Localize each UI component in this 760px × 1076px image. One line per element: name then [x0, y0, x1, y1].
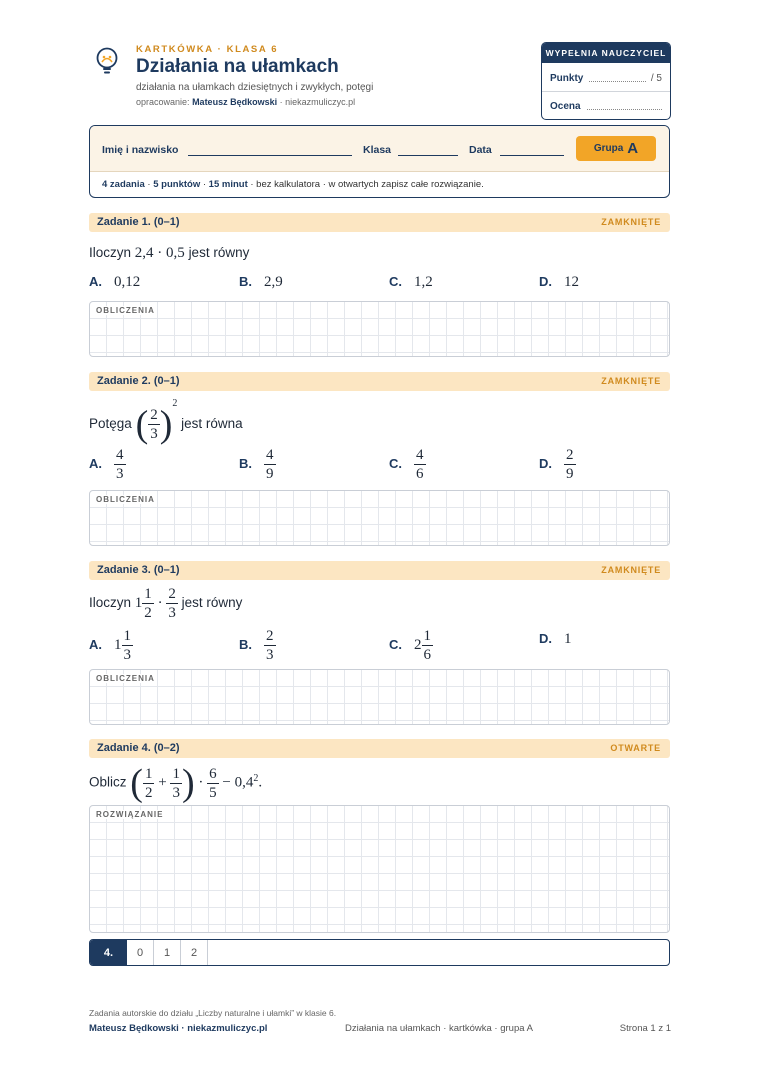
points-row [542, 63, 670, 91]
score-option-0[interactable]: 0 [127, 940, 154, 965]
task-3-work-area[interactable] [89, 669, 670, 725]
worksheet-eyebrow: KARTKÓWKA · KLASA 6 [136, 44, 279, 55]
task-3-work-label: OBLICZENIA [96, 674, 155, 683]
task-2-work-area[interactable] [89, 490, 670, 546]
task-4-frac-a: $\frac{1}{2}$ [144, 765, 153, 801]
task-3-option-c[interactable]: C. 2 $\frac{1}{6}$ [389, 628, 431, 663]
footer-author: Mateusz Będkowski · niekazmuliczyc.pl [89, 1023, 268, 1034]
option-fraction: $\frac{4}{9}$ [266, 447, 274, 482]
task-2-question: Potęga ( $\frac{2}{3}$ )$^2$ jest równa [89, 398, 243, 446]
task-1-work-area[interactable] [89, 301, 670, 357]
name-label: Imię i nazwisko [102, 144, 179, 156]
task-3-option-b[interactable]: B. $\frac{2}{3}$ [239, 628, 274, 663]
score-task-number: 4. [90, 940, 127, 965]
option-fraction: $\frac{1}{3}$ [123, 628, 131, 663]
task-2-exponent: 2 [172, 398, 178, 409]
task-1-question-math: 2,4 · 0,5 [134, 245, 185, 261]
task-4-header [89, 739, 670, 758]
info-tasks: 4 zadania [102, 179, 145, 190]
author-prefix: opracowanie: [136, 97, 190, 107]
info-time: 15 minut [208, 179, 248, 190]
option-value: 2,9 [264, 274, 283, 290]
task-4-type: OTWARTE [610, 743, 661, 753]
footer-note: Zadania autorskie do działu „Liczby naturalne i ułamki” w klasie 6. [89, 1008, 337, 1018]
points-label: Punkty [550, 73, 584, 84]
author-site: · niekazmuliczyc.pl [279, 97, 356, 107]
points-max: / 5 [650, 73, 662, 84]
option-value: 12 [564, 274, 579, 290]
option-value: 1 [564, 631, 572, 647]
score-option-1[interactable]: 1 [154, 940, 181, 965]
task-4-work-label: ROZWIĄZANIE [96, 810, 164, 819]
task-2-base: $\frac{2}{3}$ [150, 406, 158, 442]
page-subtitle: działania na ułamkach dziesiętnych i zwykłych, potęgi [136, 82, 374, 93]
score-option-2[interactable]: 2 [181, 940, 208, 965]
points-field[interactable] [589, 81, 646, 82]
task-3-mixed-fraction: $\frac{1}{2}$ [144, 586, 152, 621]
task-2-question-text: Potęga [89, 416, 132, 431]
task-2-option-a[interactable]: A. $\frac{4}{3}$ [89, 447, 124, 482]
group-label: Grupa [593, 143, 624, 154]
grade-row [542, 91, 670, 119]
task-1-option-b[interactable]: B. 2,9 [239, 274, 283, 290]
task-1-option-a[interactable]: A. 0,12 [89, 274, 141, 290]
task-4-tail: − 0,4 [222, 774, 254, 791]
task-1-work-label: OBLICZENIA [96, 306, 155, 315]
task-4-question: Oblicz ( $\frac{1}{2}$ + $\frac{1}{3}$ ) · $\frac{6}{5}$ − $0,4^2$. [89, 762, 263, 804]
class-label: Klasa [363, 144, 392, 156]
class-field[interactable] [398, 155, 458, 156]
footer-center: Działania na ułamkach · kartkówka · grupa A [345, 1023, 533, 1034]
task-4-question-text: Oblicz [89, 774, 127, 790]
task-1-type: ZAMKNIĘTE [601, 217, 661, 227]
page-title: Działania na ułamkach [136, 56, 339, 77]
author-name: Mateusz Będkowski [192, 97, 278, 107]
task-3-dot: · [157, 595, 163, 612]
task-2-label: Zadanie 2. (0–1) [97, 375, 180, 387]
grade-field[interactable] [587, 109, 662, 110]
task-1-header [89, 213, 670, 232]
date-label: Data [469, 144, 492, 156]
task-3-question-text: Iloczyn [89, 595, 132, 611]
task-3-mixed-whole: 1 [134, 595, 143, 612]
task-2-option-d[interactable]: D. $\frac{2}{9}$ [539, 447, 574, 482]
task-1-option-c[interactable]: C. 1,2 [389, 274, 433, 290]
task-3-type: ZAMKNIĘTE [601, 565, 661, 575]
footer-page: Strona 1 z 1 [619, 1023, 671, 1034]
grade-label: Ocena [550, 101, 581, 112]
task-4-score-row [89, 939, 670, 966]
task-2-option-c[interactable]: C. $\frac{4}{6}$ [389, 447, 424, 482]
task-1-question-text: Iloczyn [89, 245, 132, 260]
instructions-line: 4 zadania · 5 punktów · 15 minut · bez kalkulatora · w otwartych zapisz całe rozwiązanie. [90, 171, 669, 198]
task-3-question [89, 586, 242, 621]
task-3-fraction: $\frac{2}{3}$ [168, 586, 176, 621]
task-1-label: Zadanie 1. (0–1) [97, 216, 180, 228]
task-2-question-suffix: jest równa [181, 416, 243, 431]
info-points: 5 punktów [153, 179, 201, 190]
lightbulb-logo-icon [92, 46, 122, 76]
task-3-option-a[interactable]: A. 1 $\frac{1}{3}$ [89, 628, 131, 663]
task-4-frac-b: $\frac{1}{3}$ [172, 765, 180, 801]
student-info-box [89, 125, 670, 198]
task-2-header [89, 372, 670, 391]
task-2-work-label: OBLICZENIA [96, 495, 155, 504]
option-value: 1,2 [414, 274, 433, 290]
task-4-label: Zadanie 4. (0–2) [97, 742, 180, 754]
name-field[interactable] [188, 155, 352, 156]
info-rest: · bez kalkulatora · w otwartych zapisz całe rozwiązanie. [250, 179, 484, 190]
teacher-box-title: WYPEŁNIA NAUCZYCIEL [542, 43, 670, 63]
option-fraction: $\frac{1}{6}$ [423, 628, 431, 663]
task-1-option-d[interactable]: D. 12 [539, 274, 579, 290]
task-3-question-suffix: jest równy [181, 595, 243, 611]
option-value: 0,12 [114, 274, 141, 290]
task-2-type: ZAMKNIĘTE [601, 376, 661, 386]
task-1-question-suffix: jest równy [188, 245, 250, 260]
date-field[interactable] [500, 155, 564, 156]
task-4-solution-area[interactable] [89, 805, 670, 933]
option-fraction: $\frac{4}{6}$ [416, 447, 424, 482]
task-3-label: Zadanie 3. (0–1) [97, 564, 180, 576]
teacher-box [541, 42, 671, 120]
task-1-question [89, 245, 249, 262]
task-3-option-d[interactable]: D. 1 [539, 631, 572, 647]
task-4-tail-exponent: 2 [253, 773, 259, 785]
group-letter: A [627, 140, 639, 157]
option-fraction: $\frac{2}{9}$ [566, 447, 574, 482]
option-fraction: $\frac{4}{3}$ [116, 447, 124, 482]
task-2-option-b[interactable]: B. $\frac{4}{9}$ [239, 447, 274, 482]
task-3-header [89, 561, 670, 580]
option-fraction: $\frac{2}{3}$ [266, 628, 274, 663]
author-line [136, 97, 355, 107]
task-4-frac-c: $\frac{6}{5}$ [209, 765, 217, 801]
group-badge [576, 136, 656, 161]
